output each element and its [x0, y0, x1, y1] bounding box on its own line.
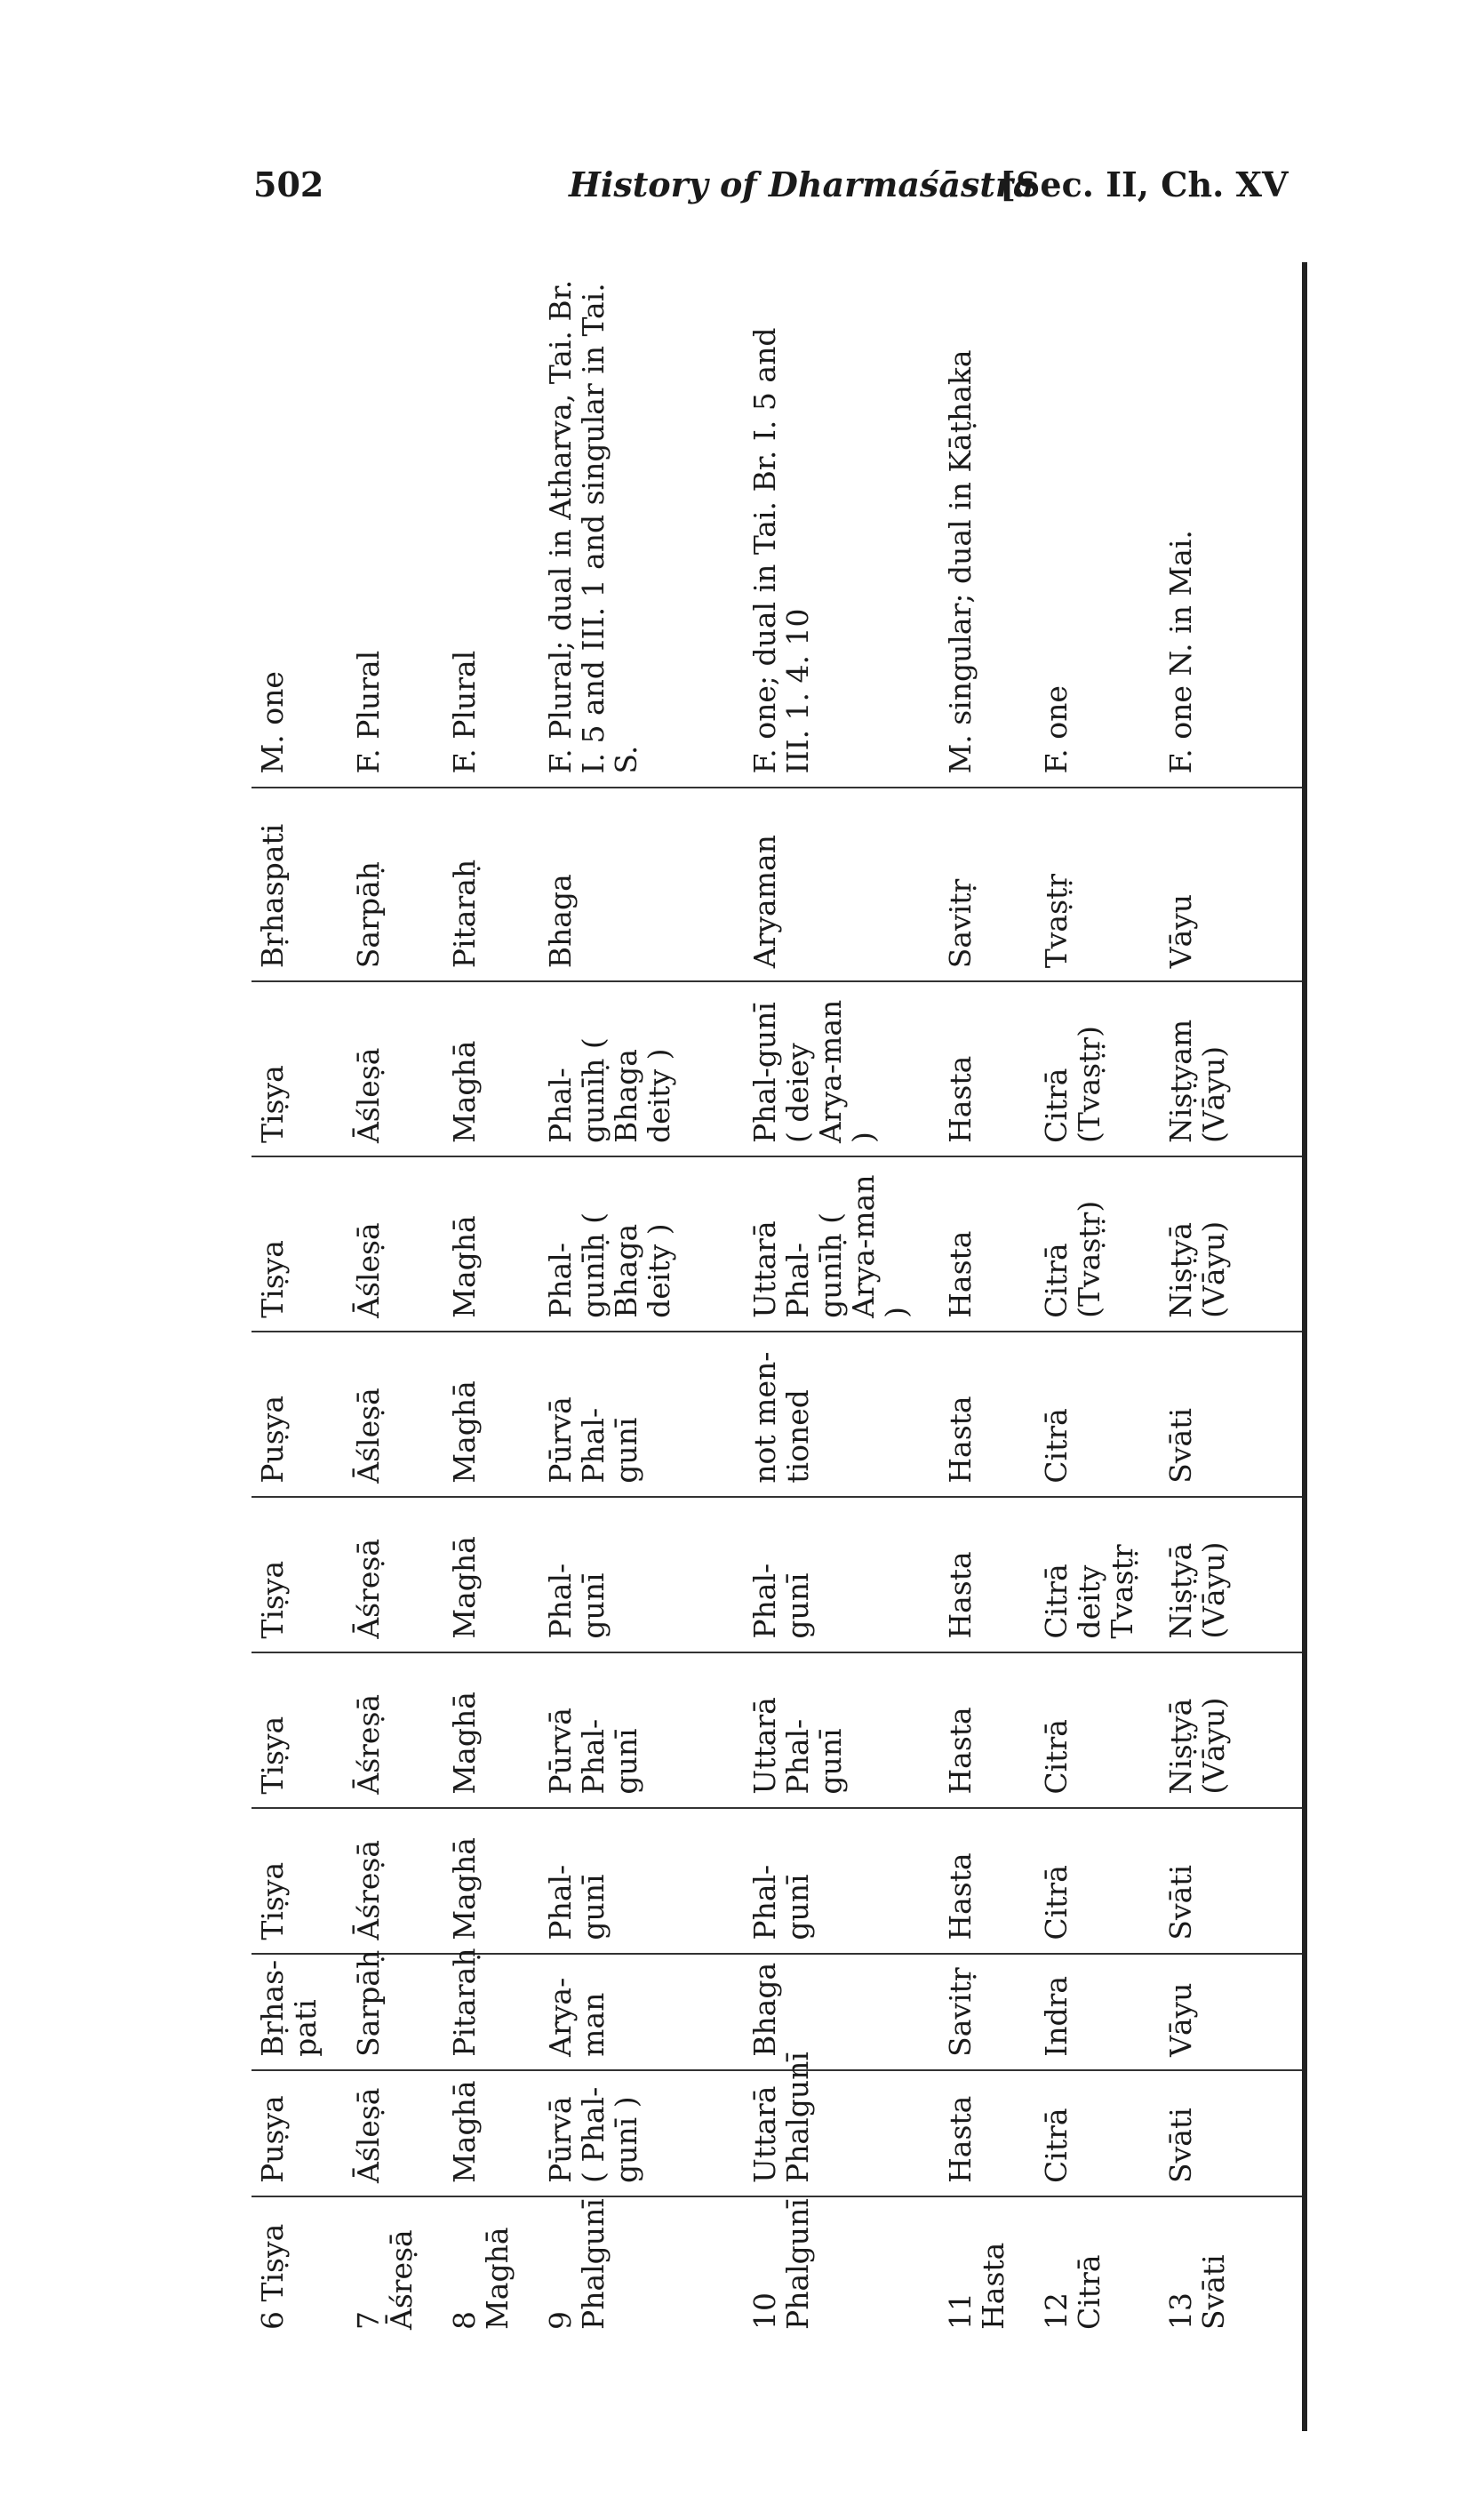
table-cell: Citrā (Tvaṣṭṛ)	[1035, 1156, 1160, 1332]
table-cell: Āśleṣā	[347, 981, 443, 1156]
table-cell: Savitṛ	[939, 1954, 1035, 2070]
table-cell: Aryaman	[744, 788, 939, 982]
table-cell: Maghā	[443, 1808, 539, 1954]
table-cell: Tiṣya	[251, 1808, 347, 1954]
table-cell: Maghā	[443, 1332, 539, 1497]
table-cell: Tvaṣṭṛ	[1035, 788, 1160, 982]
table-cell: Phal-gunī	[744, 1497, 939, 1652]
nakshatra-name-cell: 12 Citrā	[1039, 2254, 1106, 2330]
table-row	[347, 262, 443, 2342]
running-title: History of Dharmaśāstra	[569, 164, 1035, 204]
table-cell: Vāyu	[1160, 788, 1302, 982]
table-cell: F. Plural	[443, 262, 539, 788]
table-cell: F. one; dual in Tai. Br. I. 5 and III. 1. 4. 10	[744, 262, 939, 788]
table-cell: Citrā	[1035, 1652, 1160, 1808]
table-row	[251, 262, 347, 2342]
table-cell: Svāti	[1160, 1332, 1302, 1497]
table-cell: Savitṛ	[939, 788, 1035, 982]
table-cell: Āśleṣā	[347, 1156, 443, 1332]
table-row	[1035, 262, 1160, 2342]
table-cell: Maghā	[443, 981, 539, 1156]
table-cell: Tiṣya	[251, 1652, 347, 1808]
nakshatra-table	[251, 262, 1302, 2342]
table-cell: Uttarā Phalgunī	[744, 2070, 939, 2196]
table-cell: Sarpāḥ	[347, 788, 443, 982]
table-cell: Indra	[1035, 1954, 1160, 2070]
table-cell: Āśleṣā	[347, 1332, 443, 1497]
table-cell: Phal-gunī	[539, 1808, 744, 1954]
table-cell: M. singular; dual in Kāṭhaka	[939, 262, 1035, 788]
table-cell: Hasta	[939, 1652, 1035, 1808]
table-cell: F. one N. in Mai.	[1160, 262, 1302, 788]
table-row	[1160, 262, 1302, 2342]
table-cell: Pūrvā ( Phal-gunī )	[539, 2070, 744, 2196]
table-row	[443, 262, 539, 2342]
table-cell: Uttarā Phal-gunī	[744, 1652, 939, 1808]
table-cell: Maghā	[443, 1497, 539, 1652]
table-cell: Phal-gunīḥ ( Bhaga deity )	[539, 1156, 744, 1332]
table-cell: Uttarā Phal-gunīḥ ( Arya-man )	[744, 1156, 939, 1332]
table-cell: Hasta	[939, 1808, 1035, 1954]
nakshatra-name-cell: 7 Āśreṣā	[351, 2229, 419, 2330]
table-cell: Maghā	[443, 2070, 539, 2196]
nakshatra-name-cell: 10 Phalgunī	[747, 2198, 815, 2330]
table-cell: Pūrvā Phal-gunī	[539, 1332, 744, 1497]
right-border-rule	[1302, 262, 1307, 2431]
table-cell: Tiṣya	[251, 1156, 347, 1332]
table-cell: Āśleṣā	[347, 2070, 443, 2196]
table-cell: Hasta	[939, 981, 1035, 1156]
table-cell: Sarpāḥ	[347, 1954, 443, 2070]
table-cell: Svāti	[1160, 1808, 1302, 1954]
table-cell: M. one	[251, 262, 347, 788]
table-cell: Puṣya	[251, 1332, 347, 1497]
table-cell: Maghā	[443, 1156, 539, 1332]
table-cell: Arya-man	[539, 1954, 744, 2070]
table-cell: Pūrvā Phal-gunī	[539, 1652, 744, 1808]
table-cell: Bhaga	[539, 788, 744, 982]
table-cell: Āśreṣā	[347, 1808, 443, 1954]
table-cell: Citrā (Tvaṣṭṛ)	[1035, 981, 1160, 1156]
section-label: [Sec. II, Ch. XV	[1000, 164, 1289, 204]
table-row	[939, 262, 1035, 2342]
table-cell: Tiṣya	[251, 981, 347, 1156]
table-cell: F. Plural	[347, 262, 443, 788]
table-cell: F. one	[1035, 262, 1160, 788]
table-cell: Hasta	[939, 1332, 1035, 1497]
table-cell: Niṣṭyā (Vāyu)	[1160, 1497, 1302, 1652]
table-cell: Niṣṭyā (Vāyu)	[1160, 1156, 1302, 1332]
table-cell: Hasta	[939, 1497, 1035, 1652]
table-cell: not men-tioned	[744, 1332, 939, 1497]
table-row	[539, 262, 744, 2342]
table-cell: Niṣṭyam (Vāyu)	[1160, 981, 1302, 1156]
table-cell: Maghā	[443, 1652, 539, 1808]
table-cell: Tiṣya	[251, 1497, 347, 1652]
table-cell: Āśreṣā	[347, 1497, 443, 1652]
table-cell: Hasta	[939, 2070, 1035, 2196]
page-number: 502	[253, 164, 324, 204]
table-cell: Bhaga	[744, 1954, 939, 2070]
table-cell: Vāyu	[1160, 1954, 1302, 2070]
nakshatra-name-cell: 13 Svāti	[1163, 2254, 1231, 2330]
table-row	[744, 262, 939, 2342]
table-cell: Pitaraḥ	[443, 788, 539, 982]
table-cell: Bṛhaspati	[251, 788, 347, 982]
table-cell: Āśreṣā	[347, 1652, 443, 1808]
table-cell: Citrā	[1035, 1808, 1160, 1954]
table-cell: Puṣya	[251, 2070, 347, 2196]
table-cell: Phal-gunī ( deiey Arya-man )	[744, 981, 939, 1156]
nakshatra-table-region	[251, 262, 1291, 2342]
nakshatra-name-cell: 8 Maghā	[447, 2227, 515, 2330]
table-cell: Phal-gunī	[744, 1808, 939, 1954]
table-cell: Citrā	[1035, 2070, 1160, 2196]
table-cell: Pitaraḥ	[443, 1954, 539, 2070]
table-cell: Niṣṭyā (Vāyu)	[1160, 1652, 1302, 1808]
table-cell: Hasta	[939, 1156, 1035, 1332]
table-cell: Phal-gunī	[539, 1497, 744, 1652]
table-cell: F. Plural; dual in Atharva, Tai. Br. I. 5 and III. 1 and singular in Tai. S.	[539, 262, 744, 788]
nakshatra-name-cell: 9 Phalgunī	[543, 2198, 611, 2330]
nakshatra-name-cell: 6 Tiṣya	[255, 2223, 290, 2330]
table-cell: Bṛhas-pati	[251, 1954, 347, 2070]
table-cell: Citrā deity Tvaṣṭṛ	[1035, 1497, 1160, 1652]
table-cell: Svāti	[1160, 2070, 1302, 2196]
table-cell: Phal-gunīḥ ( Bhaga deity )	[539, 981, 744, 1156]
running-header	[253, 164, 1320, 218]
nakshatra-name-cell: 11 Hasta	[943, 2242, 1010, 2330]
table-cell: Citrā	[1035, 1332, 1160, 1497]
